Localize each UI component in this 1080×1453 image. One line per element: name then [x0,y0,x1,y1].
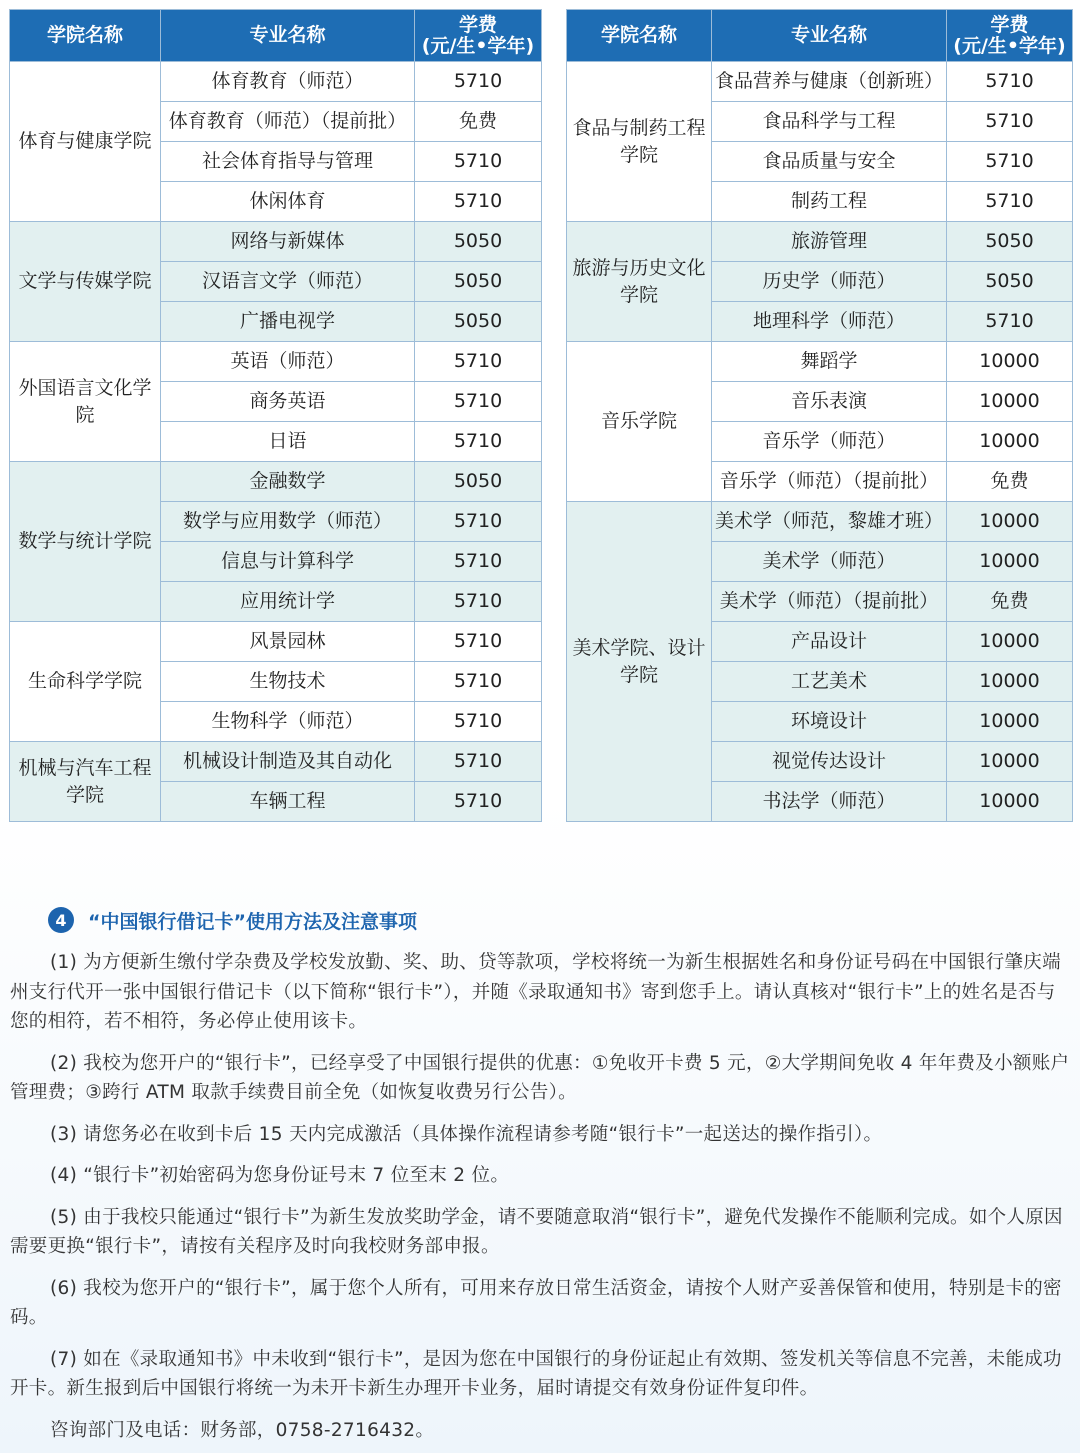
major-name-cell: 信息与计算科学 [161,542,415,582]
fee-cell: 5710 [415,702,542,742]
fee-cell: 5710 [415,742,542,782]
fee-cell: 10000 [947,662,1073,702]
table-row [567,222,1073,262]
major-name-cell: 制药工程 [712,182,947,222]
tuition-table-left [9,9,542,822]
major-name-cell: 车辆工程 [161,782,415,822]
major-name-cell: 休闲体育 [161,182,415,222]
fee-cell: 5710 [415,382,542,422]
major-name-cell: 体育教育（师范） [161,62,415,102]
major-name-cell: 地理科学（师范） [712,302,947,342]
fee-cell: 5710 [947,302,1073,342]
college-name-cell: 食品与制药工程学院 [567,62,712,222]
fee-cell: 10000 [947,342,1073,382]
fee-cell: 10000 [947,742,1073,782]
tuition-table-right [566,9,1073,822]
table-row [567,342,1073,382]
major-name-cell: 风景园林 [161,622,415,662]
fee-cell: 免费 [947,462,1073,502]
major-name-cell: 产品设计 [712,622,947,662]
major-name-cell: 书法学（师范） [712,782,947,822]
fee-cell: 5710 [415,622,542,662]
major-name-cell: 金融数学 [161,462,415,502]
fee-cell: 5050 [415,302,542,342]
fee-cell: 5710 [415,542,542,582]
major-name-cell: 美术学（师范，黎雄才班） [712,502,947,542]
major-name-cell: 历史学（师范） [712,262,947,302]
fee-cell: 10000 [947,502,1073,542]
fee-cell: 5710 [947,182,1073,222]
header-fee [415,10,542,62]
fee-cell: 10000 [947,382,1073,422]
fee-cell: 5710 [415,662,542,702]
fee-cell: 5710 [415,782,542,822]
fee-cell: 10000 [947,422,1073,462]
header-fee-title: 学费 [458,13,497,36]
major-name-cell: 美术学（师范） [712,542,947,582]
major-name-cell: 美术学（师范）（提前批） [712,582,947,622]
major-name-cell: 日语 [161,422,415,462]
tuition-table-right-body [567,62,1073,822]
major-name-cell: 音乐学（师范）（提前批） [712,462,947,502]
contact-info: 咨询部门及电话：财务部，0758-2716432。 [50,1419,435,1441]
notice-paragraph-1: (1) 为方便新生缴付学杂费及学校发放勤、奖、助、贷等款项，学校将统一为新生根据姓名和身份证号码在中国银行肇庆端州支行代开一张中国银行借记卡（以下简称“银行卡”），并随《录取通知书》寄到您手上。请认真核对“银行卡”上的姓名是否与您的相符，若不相符，务必停止使用该卡。 [10,952,1061,1032]
college-name-cell: 音乐学院 [567,342,712,502]
fee-cell: 免费 [947,582,1073,622]
fee-cell: 5710 [947,62,1073,102]
major-name-cell: 生物技术 [161,662,415,702]
header-college: 学院名称 [10,10,161,62]
college-name-cell: 体育与健康学院 [10,62,161,222]
bank-card-section [10,902,1070,1445]
header-major: 专业名称 [712,10,947,62]
notice-paragraph-4: (4) “银行卡”初始密码为您身份证号末 7 位至末 2 位。 [50,1165,510,1186]
notice-paragraph-7: (7) 如在《录取通知书》中未收到“银行卡”，是因为您在中国银行的身份证起止有效期、签发机关等信息不完善，未能成功开卡。新生报到后中国银行将统一为未开卡新生办理开卡业务，届时请提交有效身份证件复印件。 [10,1348,1062,1399]
section-title: “中国银行借记卡”使用方法及注意事项 [88,910,417,933]
fee-cell: 5050 [415,262,542,302]
header-fee-unit: (元/生•学年) [953,34,1066,57]
section-number-badge: 4 [48,907,74,933]
table-row [10,462,542,502]
major-name-cell: 工艺美术 [712,662,947,702]
notice-paragraph-2: (2) 我校为您开户的“银行卡”，已经享受了中国银行提供的优惠：①免收开卡费 5 元，②大学期间免收 4 年年费及小额账户管理费；③跨行 ATM 取款手续费目前全免（如恢复收费另行公告）。 [10,1052,1070,1103]
header-fee-title: 学费 [990,13,1029,36]
fee-cell: 5050 [947,262,1073,302]
fee-cell: 5710 [415,582,542,622]
table-row [567,62,1073,102]
major-name-cell: 商务英语 [161,382,415,422]
fee-cell: 10000 [947,542,1073,582]
header-college: 学院名称 [567,10,712,62]
header-fee-unit: (元/生•学年) [421,34,535,57]
table-row [567,502,1073,542]
header-fee [947,10,1073,62]
notice-paragraph-6: (6) 我校为您开户的“银行卡”，属于您个人所有，可用来存放日常生活资金，请按个人财产妥善保管和使用，特别是卡的密码。 [10,1277,1062,1328]
fee-cell: 5050 [415,222,542,262]
college-name-cell: 旅游与历史文化学院 [567,222,712,342]
notice-paragraph-3: (3) 请您务必在收到卡后 15 天内完成激活（具体操作流程请参考随“银行卡”一起送达的操作指引）。 [50,1123,883,1145]
fee-cell: 5710 [415,62,542,102]
major-name-cell: 汉语言文学（师范） [161,262,415,302]
table-row [10,62,542,102]
fee-cell: 5710 [947,102,1073,142]
notice-paragraph-5: (5) 由于我校只能通过“银行卡”为新生发放奖助学金，请不要随意取消“银行卡”，避免代发操作不能顺利完成。如个人原因需要更换“银行卡”，请按有关程序及时向我校财务部申报。 [10,1206,1063,1257]
fee-cell: 5710 [947,142,1073,182]
fee-cell: 5710 [415,502,542,542]
fee-cell: 5710 [415,342,542,382]
college-name-cell: 机械与汽车工程学院 [10,742,161,822]
fee-cell: 5050 [947,222,1073,262]
major-name-cell: 社会体育指导与管理 [161,142,415,182]
college-name-cell: 数学与统计学院 [10,462,161,622]
header-major: 专业名称 [161,10,415,62]
major-name-cell: 数学与应用数学（师范） [161,502,415,542]
fee-cell: 10000 [947,622,1073,662]
major-name-cell: 广播电视学 [161,302,415,342]
major-name-cell: 旅游管理 [712,222,947,262]
college-name-cell: 文学与传媒学院 [10,222,161,342]
major-name-cell: 食品质量与安全 [712,142,947,182]
fee-cell: 5710 [415,182,542,222]
major-name-cell: 英语（师范） [161,342,415,382]
major-name-cell: 视觉传达设计 [712,742,947,782]
major-name-cell: 环境设计 [712,702,947,742]
table-row [10,742,542,782]
fee-cell: 5710 [415,422,542,462]
section-heading [48,902,1070,938]
college-name-cell: 外国语言文化学院 [10,342,161,462]
college-name-cell: 生命科学学院 [10,622,161,742]
major-name-cell: 舞蹈学 [712,342,947,382]
fee-cell: 免费 [415,102,542,142]
major-name-cell: 音乐表演 [712,382,947,422]
major-name-cell: 食品营养与健康（创新班） [712,62,947,102]
major-name-cell: 体育教育（师范）（提前批） [161,102,415,142]
fee-cell: 5710 [415,142,542,182]
fee-cell: 10000 [947,702,1073,742]
major-name-cell: 生物科学（师范） [161,702,415,742]
major-name-cell: 食品科学与工程 [712,102,947,142]
table-row [10,342,542,382]
major-name-cell: 音乐学（师范） [712,422,947,462]
major-name-cell: 机械设计制造及其自动化 [161,742,415,782]
fee-cell: 5050 [415,462,542,502]
major-name-cell: 应用统计学 [161,582,415,622]
fee-cell: 10000 [947,782,1073,822]
table-row [10,622,542,662]
major-name-cell: 网络与新媒体 [161,222,415,262]
table-row [10,222,542,262]
tuition-table-left-body [10,62,542,822]
college-name-cell: 美术学院、设计学院 [567,502,712,822]
